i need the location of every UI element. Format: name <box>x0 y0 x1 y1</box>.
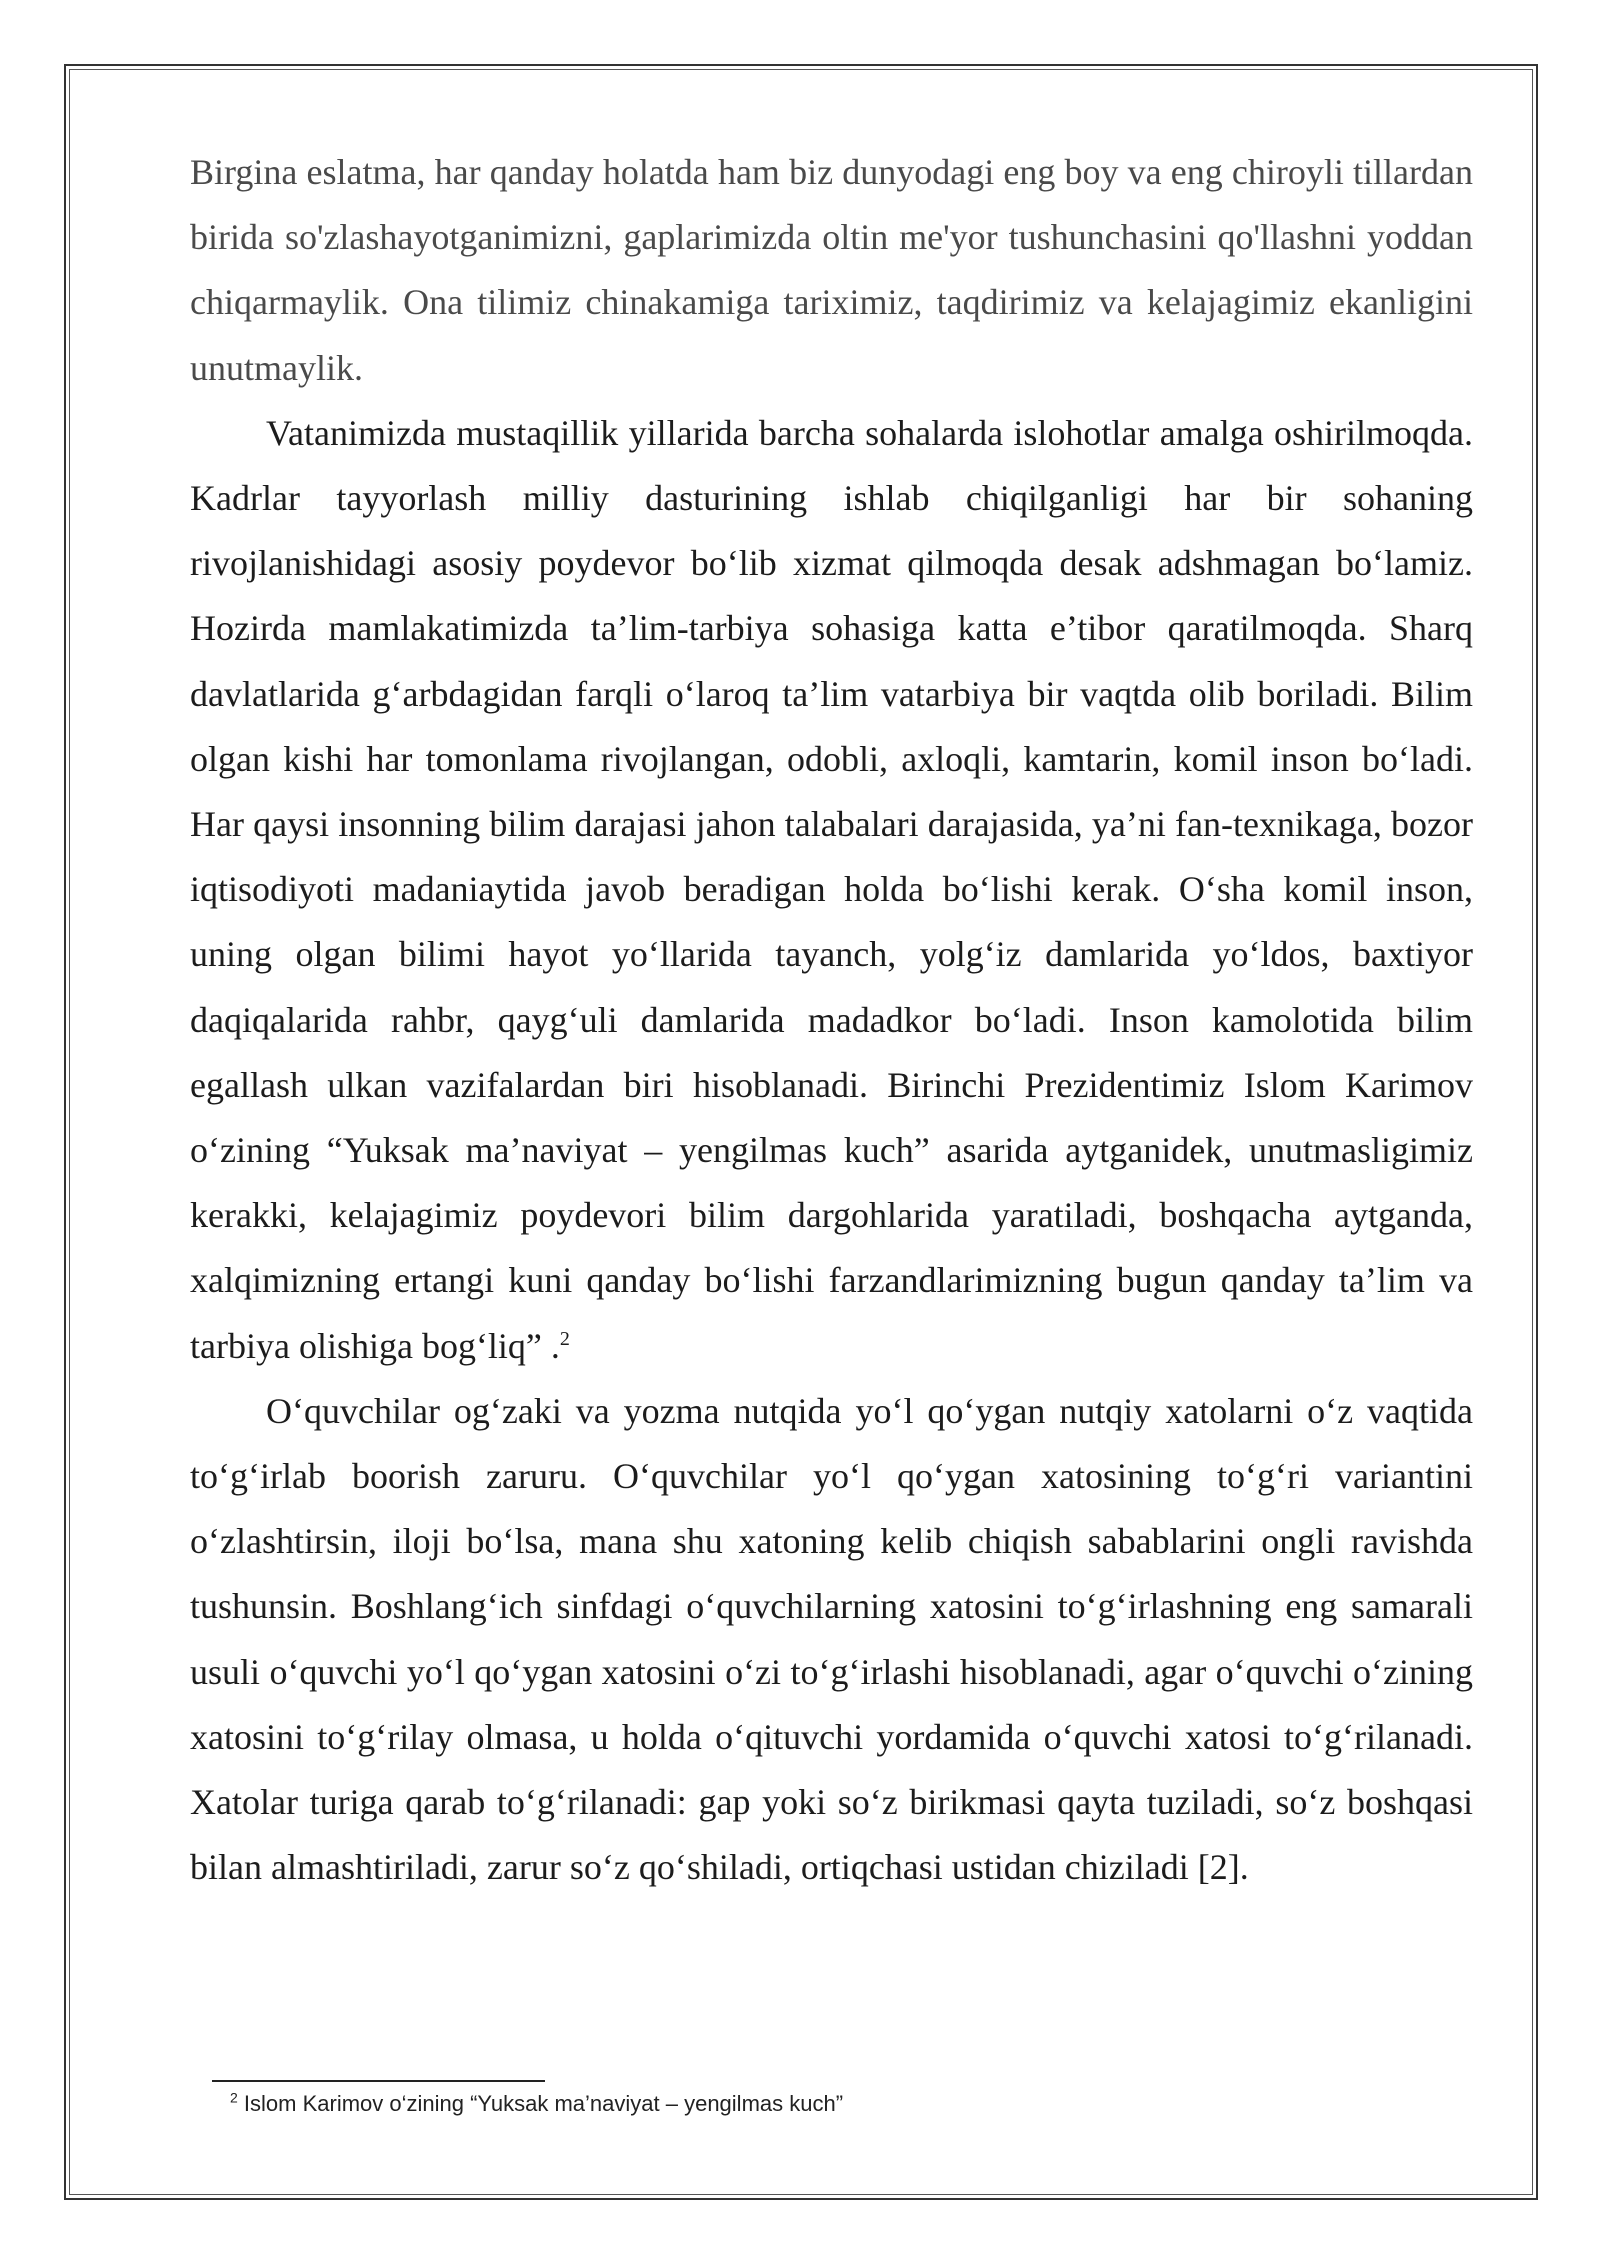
paragraph-1-text: Birgina eslatma, har qanday holatda ham biz dunyodagi eng boy va eng chiroyli tillardan birida so'zlashayotganimizni, gaplarimizda oltin me'yor tushunchasini qo'llashni yoddan chiqarmaylik. Ona tilimiz chinakamiga tariximiz, taqdirimiz va kelajagimiz ekanligini unutmaylik. <box>190 152 1473 388</box>
footnote-number: 2 <box>230 2089 238 2106</box>
paragraph-3 <box>190 1379 1473 1901</box>
paragraph-2 <box>190 401 1473 1379</box>
footnote-separator <box>212 2080 545 2082</box>
footnote-reference: 2 <box>559 1327 570 1350</box>
paragraph-2-text: Vatanimizda mustaqillik yillarida barcha sohalarda islohotlar amalga oshirilmoqda. Kadrlar tayyorlash milliy dasturining ishlab chiqilganligi har bir sohaning rivojlanishidagi asosiy poydevor bo‘lib xizmat qilmoqda desak adshmagan bo‘lamiz. Hozirda mamlakatimizda ta’lim-tarbiya sohasiga katta e’tibor qaratilmoqda. Sharq davlatlarida g‘arbdagidan farqli o‘laroq ta’lim vatarbiya bir vaqtda olib boriladi. Bilim olgan kishi har tomonlama rivojlangan, odobli, axloqli, kamtarin, komil inson bo‘ladi. Har qaysi insonning bilim darajasi jahon talabalari darajasida, ya’ni fan-texnikaga, bozor iqtisodiyoti madaniaytida javob beradigan holda bo‘lishi kerak. O‘sha komil inson, uning olgan bilimi hayot yo‘llarida tayanch, yolg‘iz damlarida yo‘ldos, baxtiyor daqiqalarida rahbr, qayg‘uli damlarida madadkor bo‘ladi. Inson kamolotida bilim egallash ulkan vazifalardan biri hisoblanadi. Birinchi Prezidentimiz Islom Karimov o‘zining “Yuksak ma’naviyat – yengilmas kuch” asarida aytganidek, unutmasligimiz kerakki, kelajagimiz poydevori bilim dargohlarida yaratiladi, boshqacha aytganda, xalqimizning ertangi kuni qanday bo‘lishi farzandlarimizning bugun qanday ta’lim va tarbiya olishiga bog‘liq” . <box>190 412 1473 1366</box>
footnote <box>230 2088 843 2120</box>
paragraph-3-text: O‘quvchilar og‘zaki va yozma nutqida yo‘l qo‘ygan nutqiy xatolarni o‘z vaqtida to‘g‘irlab boorish zaruru. O‘quvchilar yo‘l qo‘ygan xatosining to‘g‘ri variantini o‘zlashtirsin, iloji bo‘lsa, mana shu xatoning kelib chiqish sabablarini ongli ravishda tushunsin. Boshlang‘ich sinfdagi o‘quvchilarning xatosini to‘g‘irlashning eng samarali usuli o‘quvchi yo‘l qo‘ygan xatosini o‘zi to‘g‘irlashi hisoblanadi, agar o‘quvchi o‘zining xatosini to‘g‘rilay olmasa, u holda o‘qituvchi yordamida o‘quvchi xatosi to‘g‘rilanadi. Xatolar turiga qarab to‘g‘rilanadi: gap yoki so‘z birikmasi qayta tuziladi, so‘z boshqasi bilan almashtiriladi, zarur so‘z qo‘shiladi, ortiqchasi ustidan chiziladi [2]. <box>190 1390 1473 1888</box>
page-body <box>190 140 1473 1900</box>
paragraph-1 <box>190 140 1473 401</box>
footnote-text: Islom Karimov o‘zining “Yuksak ma’naviyat – yengilmas kuch” <box>237 2091 844 2116</box>
